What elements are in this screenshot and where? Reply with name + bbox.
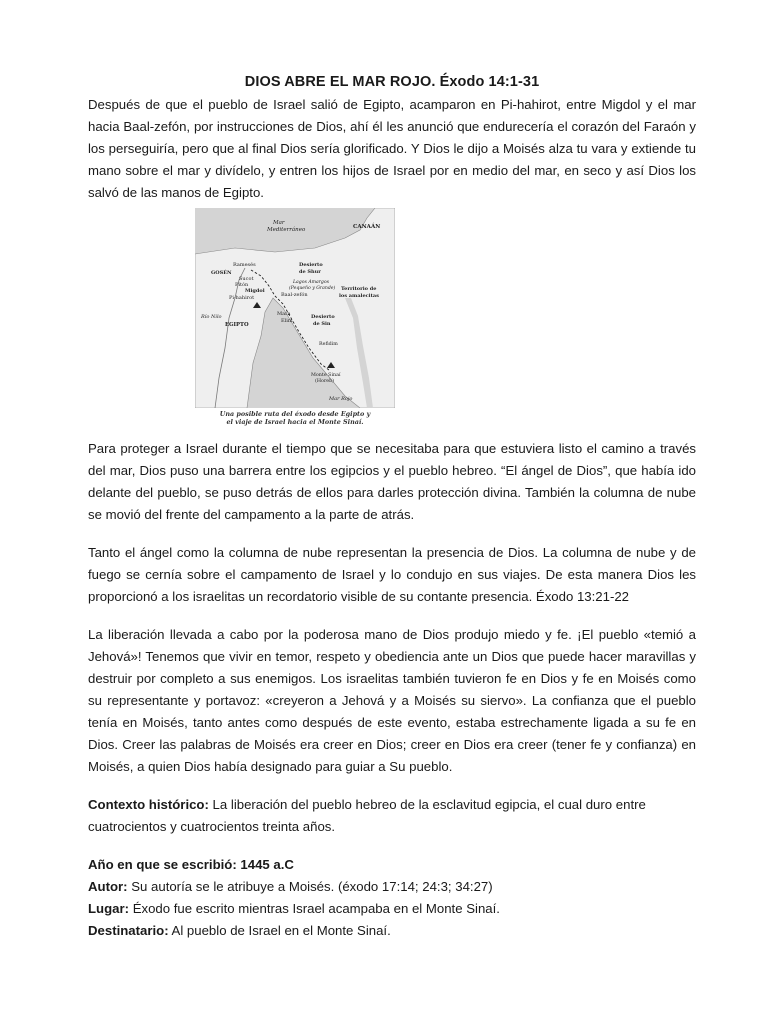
- place-text: Éxodo fue escrito mientras Israel acampaba en el Monte Sinaí.: [129, 901, 500, 916]
- book-metadata: [88, 854, 696, 942]
- map-caption-line2: el viaje de Israel hacia el Monte Sinaí.: [226, 418, 364, 426]
- map-label-gosen: GOSÉN: [211, 270, 232, 276]
- map-label-rameses: Ramesés: [233, 262, 256, 268]
- author-text: Su autoría se le atribuye a Moisés. (éxodo 17:14; 24:3; 34:27): [127, 879, 493, 894]
- map-label-sinai-2: (Horeb): [315, 379, 335, 384]
- map-label-nilo: Río Nilo: [201, 314, 222, 320]
- map-label-sin-2: de Sin: [313, 321, 331, 327]
- page-title: DIOS ABRE EL MAR ROJO. Éxodo 14:1-31: [244, 74, 540, 90]
- map-label-canaan: CANAÁN: [353, 224, 381, 230]
- meta-year: [88, 854, 696, 876]
- recipient-text: Al pueblo de Israel en el Monte Sinaí.: [168, 923, 391, 938]
- author-label: Autor:: [88, 879, 128, 894]
- meta-place: [88, 898, 696, 920]
- historical-context: [88, 794, 696, 838]
- meta-author: [88, 876, 696, 898]
- context-label: Contexto histórico:: [88, 797, 209, 812]
- map-label-lagos-2: (Pequeño y Grande): [289, 286, 336, 291]
- map-label-sucot: Sucot: [239, 276, 254, 282]
- map-label-sinai-1: Monte Sinaí: [311, 373, 341, 378]
- meta-recipient: [88, 920, 696, 942]
- map-label-elim: Elim: [281, 318, 293, 324]
- recipient-label: Destinatario:: [88, 923, 169, 938]
- year-label: Año en que se escribió: 1445 a.C: [88, 857, 294, 872]
- map-label-shur-1: Desierto: [299, 262, 323, 268]
- context-text: La liberación del pueblo hebreo de la esclavitud egipcia, el cual duro entre cuatrocientos y cuatrocientos treinta años.: [88, 797, 646, 834]
- map-label-baalzefon: Baal-zefón: [281, 292, 308, 298]
- place-label: Lugar:: [88, 901, 130, 916]
- paragraph-presence: Tanto el ángel como la columna de nube representan la presencia de Dios. La columna de nube y de fuego se cernía sobre el campamento de Israel y lo condujo en sus viajes. De esta manera Dios les proporcionó a los israelitas un recordatorio visible de su contante presencia. Éxodo 13:21-22: [88, 545, 696, 604]
- map-caption: [195, 410, 395, 426]
- map-label-mar-rojo: Mar Rojo: [329, 396, 353, 402]
- map-label-mar-2: Mediterráneo: [267, 227, 306, 233]
- map-label-mar-1: Mar: [273, 220, 285, 226]
- document-page: [88, 74, 696, 942]
- map-label-amalecitas-1: Territorio de: [341, 286, 377, 292]
- map-figure: [195, 208, 405, 426]
- map-label-refidim: Refidim: [319, 342, 338, 347]
- map-label-migdol: Migdol: [245, 288, 265, 294]
- map-label-sin-1: Desierto: [311, 314, 335, 320]
- map-label-mara: Mara: [277, 311, 291, 317]
- map-label-amalecitas-2: los amalecitas: [339, 293, 379, 299]
- map-label-pihahirot: Pi-hahirot: [229, 295, 255, 301]
- map-label-lagos-1: Lagos Amargos: [293, 280, 329, 285]
- paragraph-liberation: La liberación llevada a cabo por la poderosa mano de Dios produjo miedo y fe. ¡El pueblo «temió a Jehová»! Tenemos que vivir en temor, respeto y obediencia ante un Dios que puede hacer maravillas y destruir por completo a sus enemigos. Los israelitas también tuvieron fe en Dios y fe en Moisés como su representante y portavoz: «creyeron a Jehová y a Moisés su siervo». La confianza que el pueblo tenía en Moisés, tanto antes como después de este evento, estaba estrechamente ligada a su fe en Dios. Creer las palabras de Moisés era creer en Dios; creer en Dios era creer (tener fe y confianza) en Moisés, a quien Dios había designado para guiar a Su pueblo.: [88, 627, 696, 774]
- paragraph-protection: Para proteger a Israel durante el tiempo que se necesitaba para que estuviera listo el camino a través del mar, Dios puso una barrera entre los egipcios y el pueblo hebreo. “El ángel de Dios”, que había ido delante del pueblo, se puso detrás de ellos para darles protección divina. También la columna de nube se movió del frente del campamento a la parte de atrás.: [88, 441, 696, 522]
- map-label-piton: Pitón: [235, 282, 249, 288]
- exodus-route-map: [195, 208, 395, 408]
- map-label-egipto: EGIPTO: [225, 322, 249, 328]
- map-label-shur-2: de Shur: [299, 269, 321, 275]
- map-caption-line1: Una posible ruta del éxodo desde Egipto y: [219, 410, 371, 418]
- intro-paragraph: Después de que el pueblo de Israel salió de Egipto, acamparon en Pi-hahirot, entre Migdol y el mar hacia Baal-zefón, por instrucciones de Dios, ahí él les anunció que endurecería el corazón del Faraón y los perseguiría, pero que al final Dios sería glorificado. Y Dios le dijo a Moisés alza tu vara y extiende tu mano sobre el mar y divídelo, y entren los hijos de Israel por en medio del mar, en seco y así Dios los salvó de las manos de Egipto.: [88, 97, 696, 200]
